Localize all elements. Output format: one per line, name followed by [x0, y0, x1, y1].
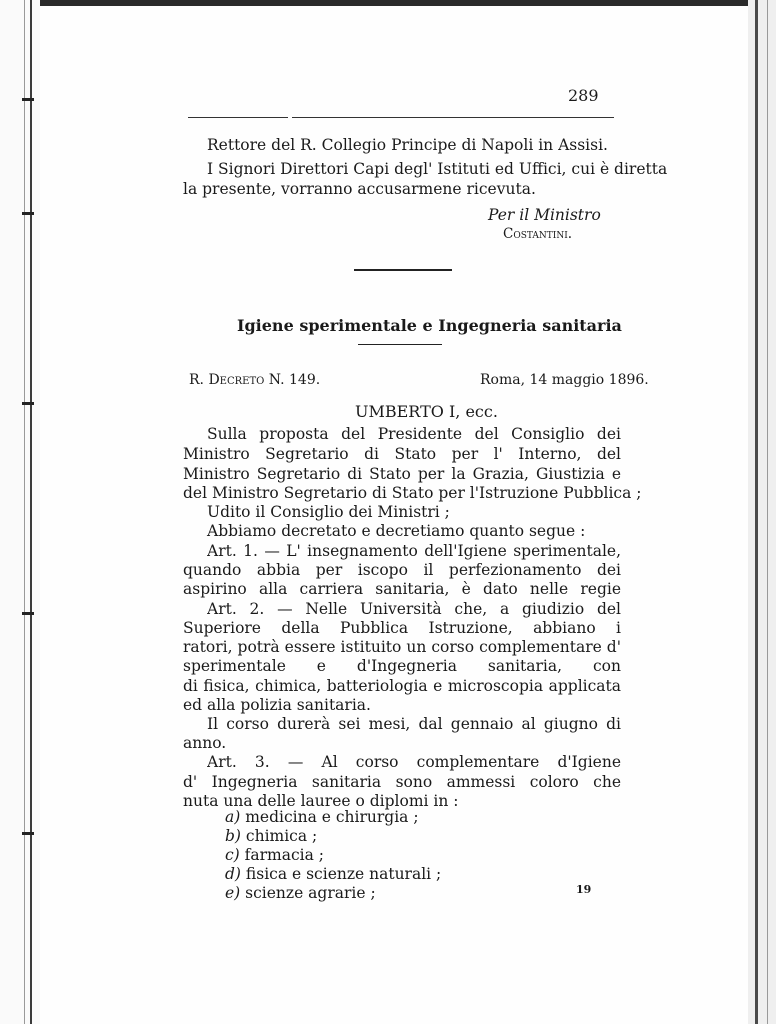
decree-line: aspirino alla carriera sanitaria, è dato nelle regie — [183, 580, 621, 598]
signature-mark: 19 — [576, 883, 592, 896]
decree-line: quando abbia per iscopo il perfezionamento dei — [183, 561, 621, 579]
list-item-text: fisica e scienze naturali ; — [245, 865, 442, 883]
signature-name: Costantini. — [503, 226, 573, 242]
scan-right-edge-line — [767, 0, 768, 1024]
binding-mark — [22, 612, 34, 615]
letter-line: I Signori Direttori Capi degl' Istituti ed Uffici, cui è diretta — [207, 160, 668, 178]
binding-mark — [22, 832, 34, 835]
list-item-letter: b) — [225, 827, 246, 845]
decree-king: UMBERTO I, ecc. — [355, 402, 498, 421]
letter-line: Rettore del R. Collegio Principe di Napoli in Assisi. — [207, 136, 608, 154]
scan-left-edge-line — [24, 0, 25, 1024]
letter-line: la presente, vorranno accusarmene ricevuta. — [183, 180, 536, 198]
decree-line: ed alla polizia sanitaria. — [183, 696, 371, 714]
page-number: 289 — [568, 86, 599, 105]
decree-line: ratori, potrà essere istituito un corso complementare d' — [183, 638, 621, 656]
degree-list-item — [225, 827, 317, 846]
decree-line: Ministro Segretario di Stato per la Grazia, Giustizia e — [183, 465, 621, 483]
decree-line: sperimentale e d'Ingegneria sanitaria, con — [183, 657, 621, 675]
signature-prefix: Per il Ministro — [488, 206, 601, 224]
decree-line: Superiore della Pubblica Istruzione, abbiano i — [183, 619, 621, 637]
decree-line: anno. — [183, 734, 227, 752]
section-title: Igiene sperimentale e Ingegneria sanitaria — [237, 316, 622, 335]
degree-list-item — [225, 808, 419, 827]
scan-right-edge-line — [755, 0, 758, 1024]
list-item-text: medicina e chirurgia ; — [245, 808, 419, 826]
binding-mark — [22, 98, 34, 101]
decree-line: d' Ingegneria sanitaria sono ammessi coloro che — [183, 773, 621, 791]
title-underline — [358, 344, 442, 345]
degree-list-item — [225, 865, 441, 884]
list-item-text: farmacia ; — [244, 846, 325, 864]
list-item-letter: c) — [225, 846, 245, 864]
decree-line: Abbiamo decretato e decretiamo quanto segue : — [207, 522, 586, 540]
scan-right-margin — [748, 0, 776, 1024]
binding-mark — [22, 402, 34, 405]
scan-left-margin — [0, 0, 40, 1024]
decree-place-date: Roma, 14 maggio 1896. — [480, 372, 649, 388]
binding-mark — [22, 212, 34, 215]
list-item-text: scienze agrarie ; — [245, 884, 376, 902]
list-item-letter: e) — [225, 884, 246, 902]
degree-list-item — [225, 846, 324, 865]
scan-left-edge-line — [30, 0, 32, 1024]
header-rule — [188, 117, 288, 118]
decree-line: Sulla proposta del Presidente del Consiglio dei — [207, 425, 621, 443]
decree-line: Art. 1. — L' insegnamento dell'Igiene sperimentale, — [207, 542, 621, 560]
decree-line: Il corso durerà sei mesi, dal gennaio al giugno di — [207, 715, 621, 733]
scan-top-edge — [0, 0, 776, 6]
header-rule — [292, 117, 614, 118]
decree-line: Art. 2. — Nelle Università che, a giudizio del — [207, 600, 621, 618]
decree-line: nuta una delle lauree o diplomi in : — [183, 792, 459, 810]
decree-line: del Ministro Segretario di Stato per l'Istruzione Pubblica ; — [183, 484, 642, 502]
decree-line: Udito il Consiglio dei Ministri ; — [207, 503, 450, 521]
decree-line: Art. 3. — Al corso complementare d'Igiene — [207, 753, 621, 771]
decree-line: di fisica, chimica, batteriologia e microscopia applicata — [183, 677, 621, 695]
decree-number: R. Decreto N. 149. — [189, 372, 321, 388]
decree-line: Ministro Segretario di Stato per l' Interno, del — [183, 445, 621, 463]
degree-list-item — [225, 884, 376, 903]
list-item-letter: d) — [225, 865, 246, 883]
section-divider — [354, 269, 452, 271]
list-item-text: chimica ; — [245, 827, 318, 845]
list-item-letter: a) — [225, 808, 246, 826]
